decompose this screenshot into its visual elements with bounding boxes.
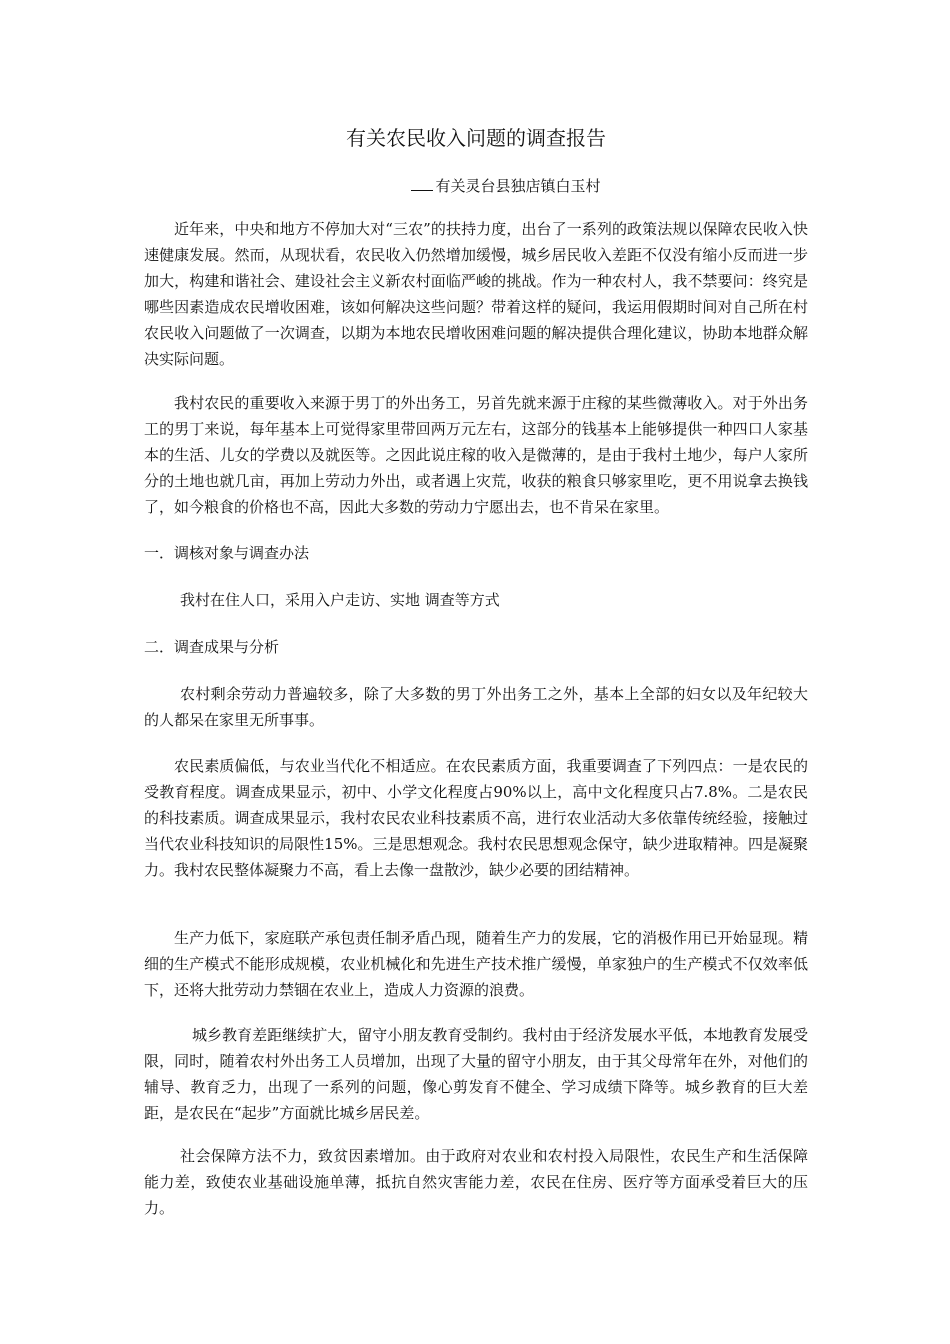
section-1-body: 我村在住人口，采用入户走访、实地 调查等方式: [180, 591, 500, 609]
document-subtitle: [144, 175, 808, 197]
analysis-paragraph-quality: 农民素质偏低，与农业当代化不相适应。在农民素质方面，我重要调查了下列四点：一是农民的受教育程度。调查成果显示，初中、小学文化程度占90%以上，高中文化程度只占7.8%。二是农民的科技素质。调查成果显示，我村农民农业科技素质不高，进行农业活动大多依靠传统经验，接触过当代农业科技知识的局限性15%。三是思想观念。我村农民思想观念保守，缺少进取精神。四是凝聚力。我村农民整体凝聚力不高，看上去像一盘散沙，缺少必要的团结精神。: [144, 757, 808, 879]
document-title: 有关农民收入问题的调查报告: [346, 126, 606, 150]
subtitle-text: 有关灵台县独店镇白玉村: [435, 177, 601, 195]
income-source-paragraph: 我村农民的重要收入来源于男丁的外出务工，另首先就来源于庄稼的某些微薄收入。对于外出务工的男丁来说，每年基本上可觉得家里带回两万元左右，这部分的钱基本上能够提供一种四口人家基本的生活、儿女的学费以及就医等。之因此说庄稼的收入是微薄的，是由于我村土地少，每户人家所分的土地也就几亩，再加上劳动力外出，或者遇上灾荒，收获的粮食只够家里吃，更不用说拿去换钱了，如今粮食的价格也不高，因此大多数的劳动力宁愿出去，也不肯呆在家里。: [144, 394, 808, 516]
intro-paragraph: 近年来，中央和地方不停加大对“三农”的扶持力度，出台了一系列的政策法规以保障农民收入快速健康发展。然而，从现状看，农民收入仍然增加缓慢，城乡居民收入差距不仅没有缩小反而进一步加大，构建和谐社会、建设社会主义新农村面临严峻的挑战。作为一种农村人，我不禁要问：终究是哪些因素造成农民增收困难，该如何解决这些问题？带着这样的疑问，我运用假期时间对自己所在村农民收入问题做了一次调查，以期为本地农民增收困难问题的解决提供合理化建议，协助本地群众解决实际问题。: [144, 220, 808, 368]
analysis-paragraph-labor: 农村剩余劳动力普遍较多，除了大多数的男丁外出务工之外，基本上全部的妇女以及年纪较大的人都呆在家里无所事事。: [144, 685, 808, 729]
subtitle-underline: [411, 178, 433, 191]
analysis-paragraph-productivity: 生产力低下，家庭联产承包责任制矛盾凸现，随着生产力的发展，它的消极作用已开始显现。精细的生产模式不能形成规模，农业机械化和先进生产技术推广缓慢，单家独户的生产模式不仅效率低下，还将大批劳动力禁锢在农业上，造成人力资源的浪费。: [144, 929, 808, 999]
analysis-paragraph-social-security: 社会保障方法不力，致贫因素增加。由于政府对农业和农村投入局限性，农民生产和生活保障能力差，致使农业基础设施单薄，抵抗自然灾害能力差，农民在住房、医疗等方面承受着巨大的压力。: [144, 1147, 808, 1217]
section-1-heading: 一．调核对象与调查办法: [144, 544, 310, 562]
analysis-paragraph-education: 城乡教育差距继续扩大，留守小朋友教育受制约。我村由于经济发展水平低，本地教育发展受限，同时，随着农村外出务工人员增加，出现了大量的留守小朋友，由于其父母常年在外，对他们的辅导、教育乏力，出现了一系列的问题，像心剪发育不健全、学习成绩下降等。城乡教育的巨大差距，是农民在“起步”方面就比城乡居民差。: [144, 1026, 808, 1122]
section-2-heading: 二．调查成果与分析: [144, 638, 280, 656]
